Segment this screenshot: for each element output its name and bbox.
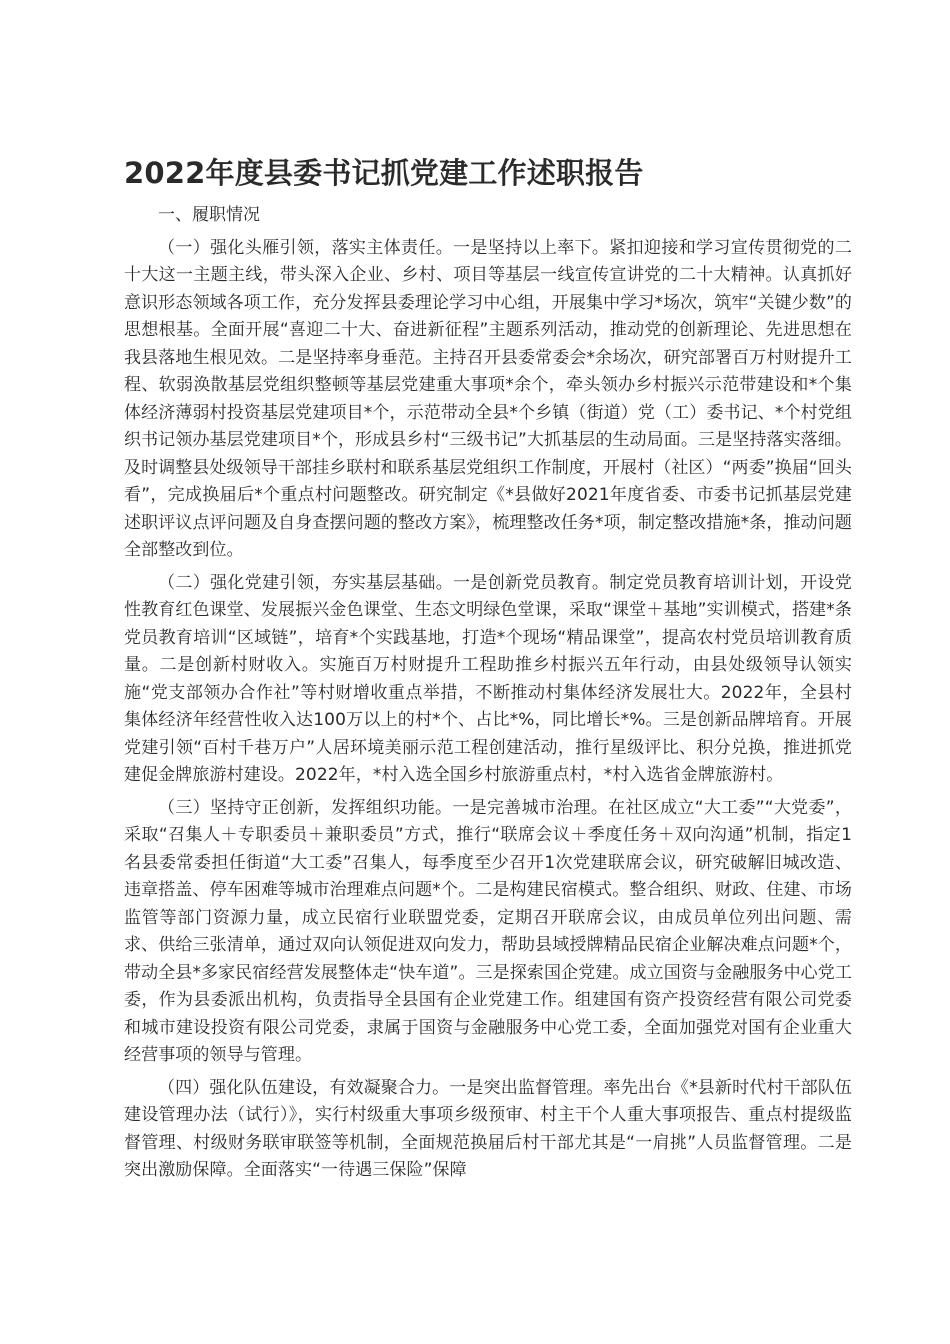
- paragraph-2: （二）强化党建引领，夯实基层基础。一是创新党员教育。制定党员教育培训计划，开设党性教育红色课堂、发展振兴金色课堂、生态文明绿色堂课，采取“课堂＋基地”实训模式，搭建*条党员教育培训“区域链”，培育*个实践基地，打造*个现场“精品课堂”，提高农村党员培训教育质量。二是创新村财收入。实施百万村财提升工程助推乡村振兴五年行动，由县处级领导认领实施“党支部领办合作社”等村财增收重点举措，不断推动村集体经济发展壮大。2022年，全县村集体经济年经营性收入达100万以上的村*个、占比*%，同比增长*%。三是创新品牌培育。开展党建引领“百村千巷万户”人居环境美丽示范工程创建活动，推行星级评比、积分兑换，推进抓党建促金牌旅游村建设。2022年，*村入选全国乡村旅游重点村，*村入选省金牌旅游村。: [124, 572, 852, 785]
- section-heading: 一、履职情况: [158, 205, 260, 225]
- paragraph-3: （三）坚持守正创新，发挥组织功能。一是完善城市治理。在社区成立“大工委”“大党委”，采取“召集人＋专职委员＋兼职委员”方式，推行“联席会议＋季度任务＋双向沟通”机制，指定1名县委常委担任街道“大工委”召集人，每季度至少召开1次党建联席会议，研究破解旧城改造、违章搭盖、停车困难等城市治理难点问题*个。二是构建民宿模式。整合组织、财政、住建、市场监管等部门资源力量，成立民宿行业联盟党委，定期召开联席会议，由成员单位列出问题、需求、供给三张清单，通过双向认领促进双向发力，帮助县域授牌精品民宿企业解决难点问题*个，带动全县*多家民宿经营发展整体走“快车道”。三是探索国企党建。成立国资与金融服务中心党工委，作为县委派出机构，负责指导全县国有企业党建工作。组建国有资产投资经营有限公司党委和城市建设投资有限公司党委，隶属于国资与金融服务中心党工委，全面加强党对国有企业重大经营事项的领导与管理。: [124, 797, 852, 1065]
- paragraph-4: （四）强化队伍建设，有效凝聚合力。一是突出监督管理。率先出台《*县新时代村干部队伍建设管理办法（试行）》，实行村级重大事项乡级预审、村主干个人重大事项报告、重点村提级监督管理、村级财务联审联签等机制，全面规范换届后村干部尤其是“一肩挑”人员监督管理。二是突出激励保障。全面落实“一待遇三保险”保障: [124, 1077, 852, 1180]
- document-page: [124, 150, 852, 1190]
- document-title: 2022年度县委书记抓党建工作述职报告: [124, 156, 644, 190]
- paragraph-1: （一）强化头雁引领，落实主体责任。一是坚持以上率下。紧扣迎接和学习宣传贯彻党的二十大这一主题主线，带头深入企业、乡村、项目等基层一线宣传宣讲党的二十大精神。认真抓好意识形态领域各项工作，充分发挥县委理论学习中心组，开展集中学习*场次，筑牢“关键少数”的思想根基。全面开展“喜迎二十大、奋进新征程”主题系列活动，推动党的创新理论、先进思想在我县落地生根见效。二是坚持率身垂范。主持召开县委常委会*余场次，研究部署百万村财提升工程、软弱涣散基层党组织整顿等基层党建重大事项*余个，牵头领办乡村振兴示范带建设和*个集体经济薄弱村投资基层党建项目*个，示范带动全县*个乡镇（街道）党（工）委书记、*个村党组织书记领办基层党建项目*个，形成县乡村“三级书记”大抓基层的生动局面。三是坚持落实落细。及时调整县处级领导干部挂乡联村和联系基层党组织工作制度，开展村（社区）“两委”换届“回头看”，完成换届后*个重点村问题整改。研究制定《*县做好2021年度省委、市委书记抓基层党建述职评议点评问题及自身查摆问题的整改方案》，梳理整改任务*项，制定整改措施*条，推动问题全部整改到位。: [124, 237, 852, 560]
